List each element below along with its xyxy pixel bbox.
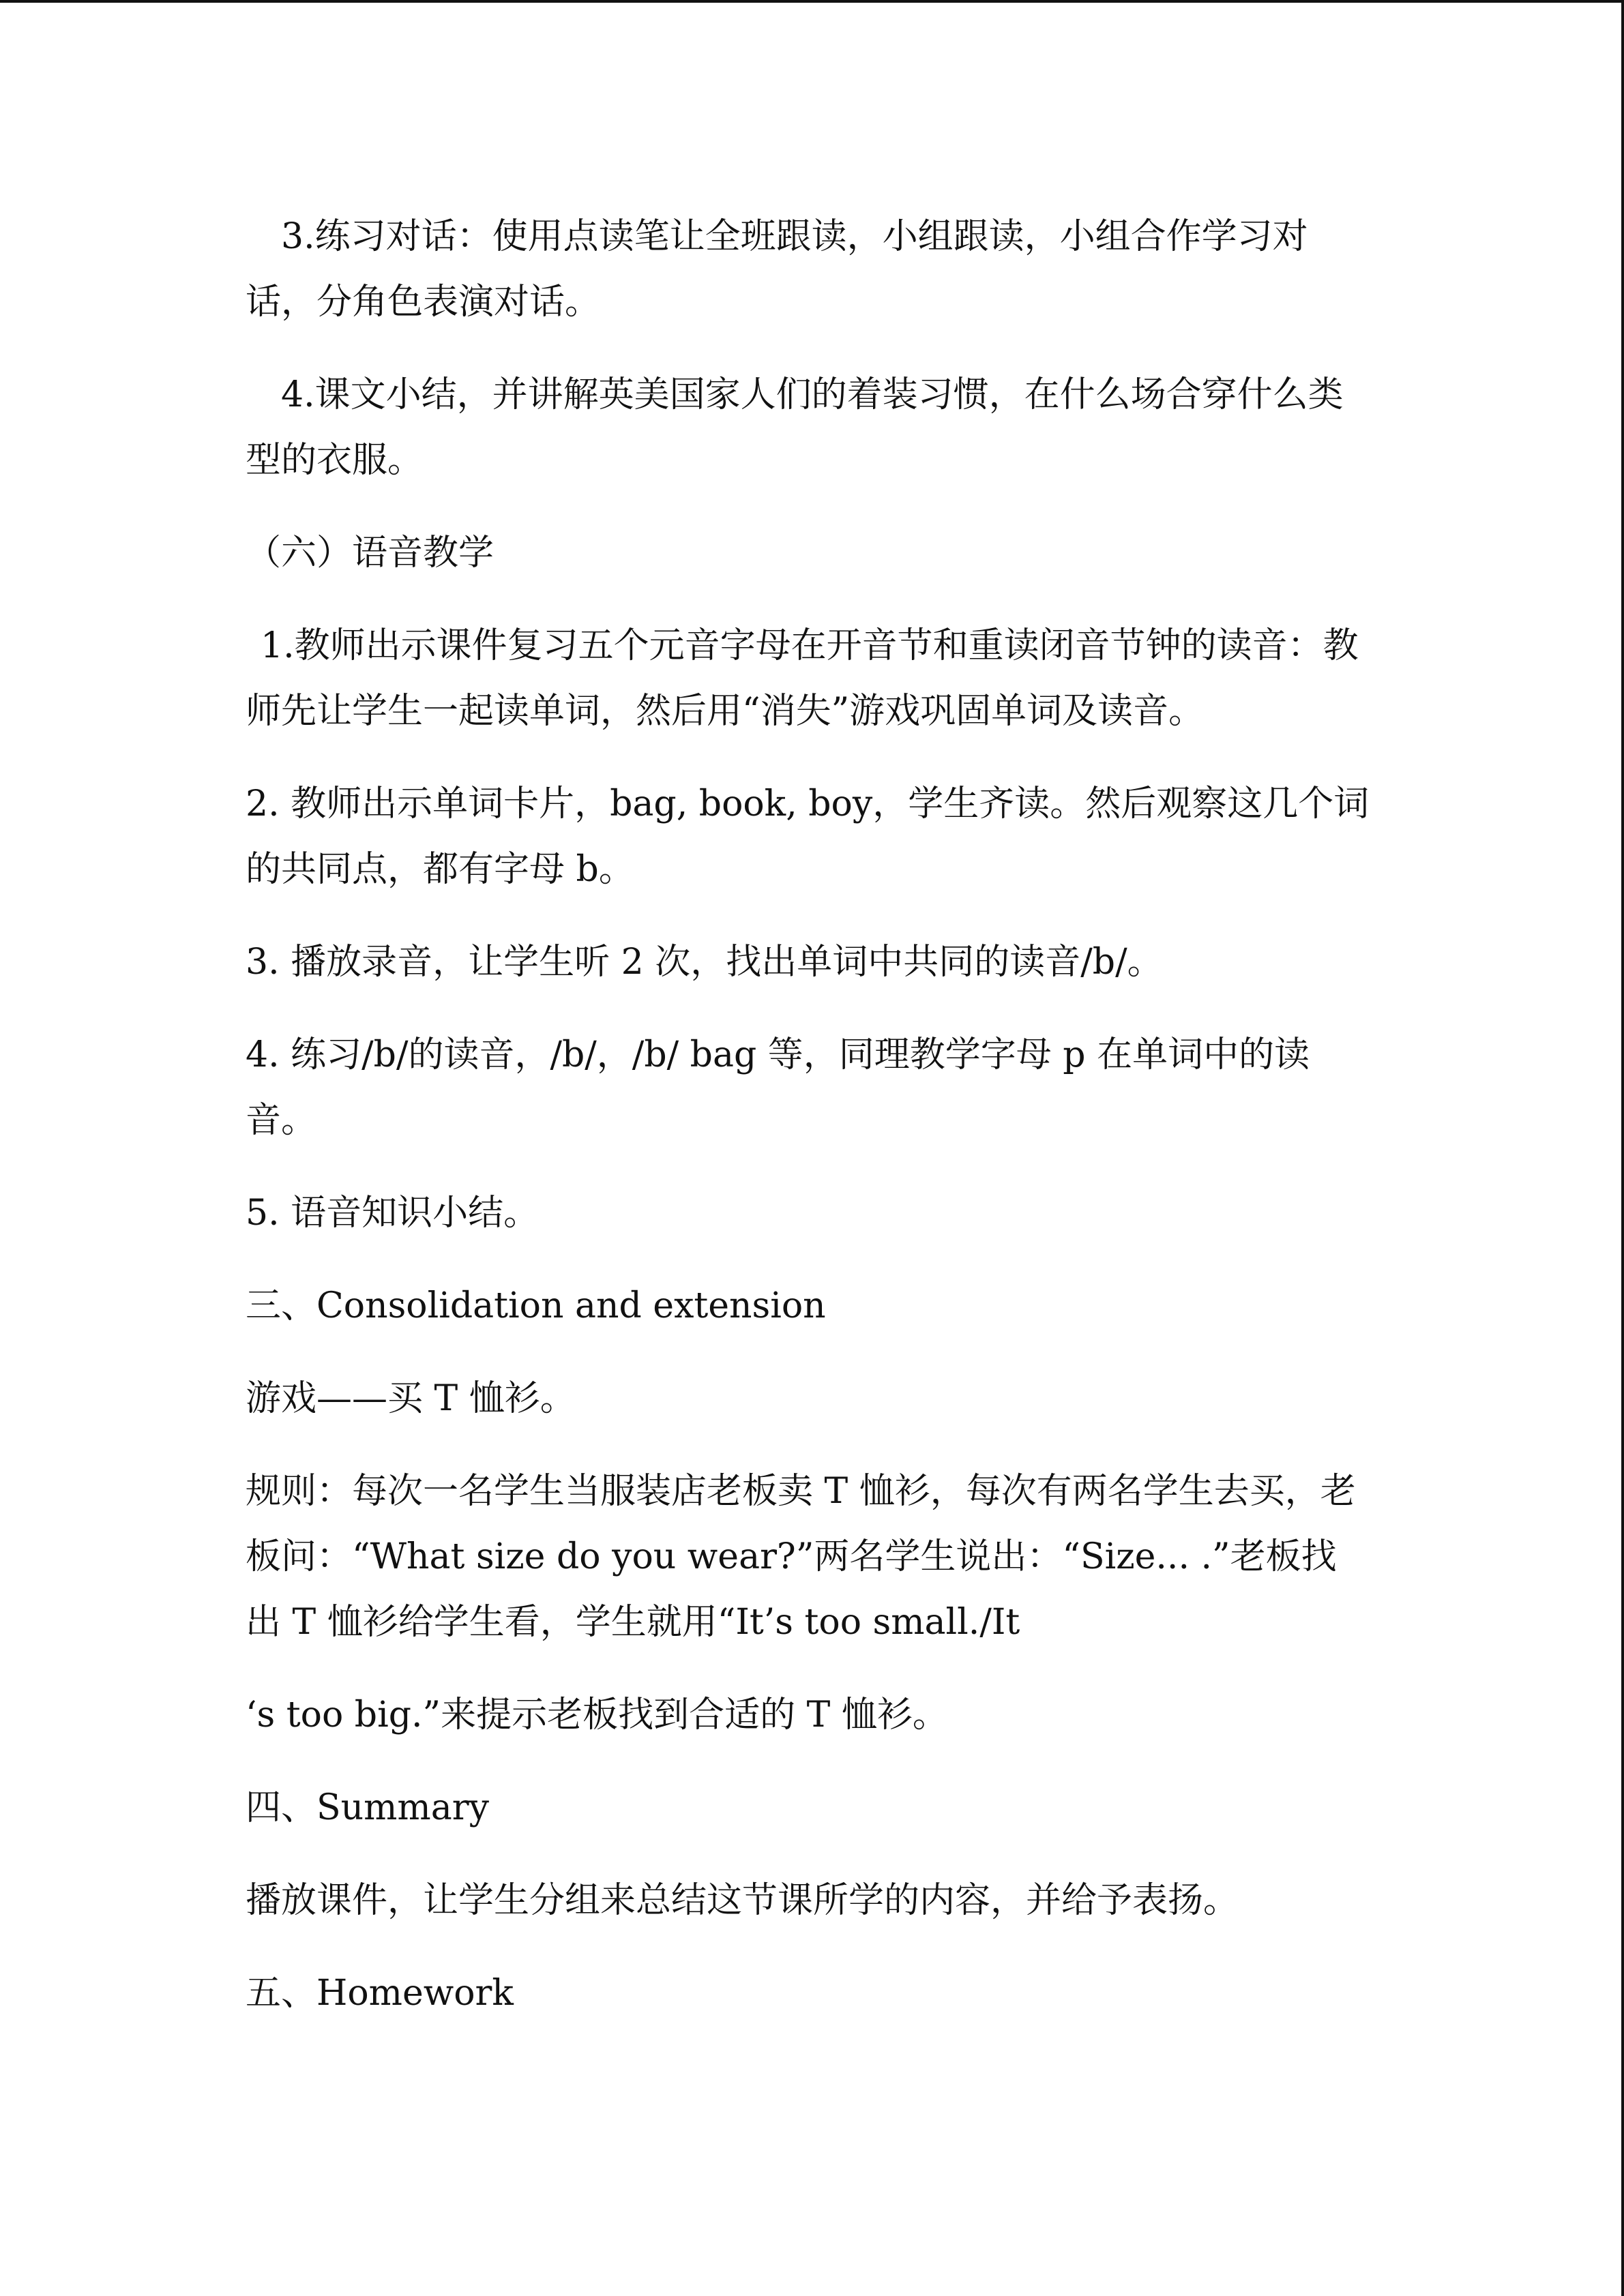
section-heading-phonics: （六）语音教学 <box>246 533 494 573</box>
paragraph-phonics-summary: 5. 语音知识小结。 <box>246 1193 540 1234</box>
section-heading-summary: 四、Summary <box>246 1787 489 1828</box>
paragraph-vowel-review: 1.教师出示课件复习五个元音字母在开音节和重读闭音节钟的读音：教师先让学生一起读单词，然后用“消失”游戏巩固单词及读音。 <box>246 625 1359 732</box>
section-heading-homework: 五、Homework <box>246 1973 514 2014</box>
paragraph-word-cards: 2. 教师出示单词卡片，bag, book, boy，学生齐读。然后观察这几个词的共同点，都有字母 b。 <box>246 784 1370 890</box>
paragraph-lesson-summary: 4.课文小结，并讲解英美国家人们的着装习惯，在什么场合穿什么类型的衣服。 <box>246 374 1344 481</box>
paragraph-game-rules-continued: ‘s too big.”来提示老板找到合适的 T 恤衫。 <box>246 1695 948 1735</box>
paragraph-game-rules: 规则：每次一名学生当服装店老板卖 T 恤衫，每次有两名学生去买，老板问：“What size do you wear?”两名学生说出：“Size... .”老板找出 T 恤衫给学生看，学生就用“It’s too small./It <box>246 1471 1356 1643</box>
section-heading-consolidation: 三、Consolidation and extension <box>246 1285 826 1326</box>
paragraph-practice-b-sound: 4. 练习/b/的读音，/b/，/b/ bag 等，同理教学字母 p 在单词中的读音。 <box>246 1034 1310 1141</box>
document-content <box>246 204 1371 2053</box>
paragraph-summary-content: 播放课件，让学生分组来总结这节课所学的内容，并给予表扬。 <box>246 1880 1239 1921</box>
paragraph-play-recording: 3. 播放录音，让学生听 2 次，找出单词中共同的读音/b/。 <box>246 942 1163 983</box>
paragraph-game-title: 游戏——买 T 恤衫。 <box>246 1378 576 1419</box>
paragraph-practice-dialogue: 3.练习对话：使用点读笔让全班跟读，小组跟读，小组合作学习对话，分角色表演对话。 <box>246 216 1308 323</box>
